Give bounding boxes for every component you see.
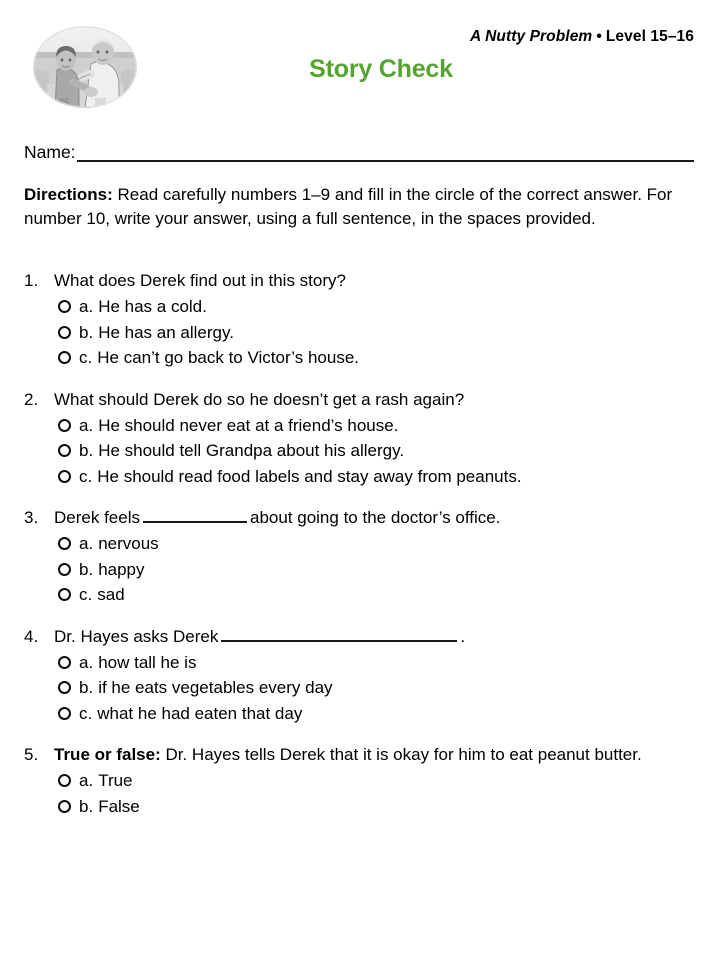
option-letter: a. xyxy=(79,415,94,435)
question-block xyxy=(22,269,702,371)
answer-options xyxy=(22,531,702,608)
option-text: He has an allergy. xyxy=(98,322,234,342)
answer-option[interactable] xyxy=(22,345,702,371)
question-block xyxy=(22,506,702,608)
question-number: 3. xyxy=(24,508,39,527)
answer-option[interactable] xyxy=(22,413,702,439)
story-title: A Nutty Problem xyxy=(469,28,593,45)
option-letter: b. xyxy=(79,559,94,579)
directions-label: Directions: xyxy=(24,185,113,204)
question-stem xyxy=(22,743,702,767)
option-text: He should read food labels and stay away from peanuts. xyxy=(97,466,522,486)
option-letter: a. xyxy=(79,652,94,672)
answer-bubble-icon[interactable] xyxy=(58,774,71,787)
option-letter: b. xyxy=(79,441,94,460)
answer-option[interactable] xyxy=(22,320,702,346)
option-text: False xyxy=(98,796,140,816)
question-stem-text: What does Derek find out in this story? xyxy=(54,271,346,290)
question-stem-text: Dr. Hayes asks Derek xyxy=(54,626,219,646)
answer-bubble-icon[interactable] xyxy=(58,537,71,550)
meta-separator: • xyxy=(596,28,602,45)
answer-bubble-icon[interactable] xyxy=(58,419,71,432)
answer-option[interactable] xyxy=(22,701,702,727)
option-text: how tall he is xyxy=(98,652,197,672)
option-letter: c. xyxy=(79,466,93,486)
answer-bubble-icon[interactable] xyxy=(58,300,71,313)
question-block xyxy=(22,743,702,819)
header-meta xyxy=(470,28,694,46)
option-text: He has a cold. xyxy=(98,297,207,316)
answer-option[interactable] xyxy=(22,768,702,794)
answer-bubble-icon[interactable] xyxy=(58,681,71,694)
answer-bubble-icon[interactable] xyxy=(58,800,71,813)
option-letter: b. xyxy=(79,796,94,816)
page-title: Story Check xyxy=(309,55,453,83)
question-stem-text: Dr. Hayes tells Derek that it is okay for him to eat peanut butter. xyxy=(160,745,642,764)
option-text: sad xyxy=(97,585,125,604)
option-text: nervous xyxy=(98,534,159,553)
fill-in-blank[interactable] xyxy=(143,506,247,523)
fill-in-blank[interactable] xyxy=(221,625,457,642)
answer-bubble-icon[interactable] xyxy=(58,470,71,483)
answer-options xyxy=(22,413,702,490)
question-stem xyxy=(22,506,702,530)
question-stem xyxy=(22,388,702,412)
question-stem-text: Derek feels xyxy=(54,508,140,527)
answer-option[interactable] xyxy=(22,464,702,490)
option-letter: b. xyxy=(79,678,94,697)
question-number: 4. xyxy=(24,626,39,646)
answer-bubble-icon[interactable] xyxy=(58,351,71,364)
question-block xyxy=(22,625,702,727)
option-text: what he had eaten that day xyxy=(97,703,303,723)
question-stem-prefix: True or false: xyxy=(54,745,161,764)
worksheet-header xyxy=(0,0,722,128)
option-text: True xyxy=(98,771,133,790)
answer-option[interactable] xyxy=(22,794,702,820)
answer-options xyxy=(22,294,702,371)
question-stem-text: What should Derek do so he doesn’t get a rash again? xyxy=(54,389,465,409)
option-letter: b. xyxy=(79,322,94,342)
option-text: if he eats vegetables every day xyxy=(98,678,333,697)
answer-option[interactable] xyxy=(22,582,702,608)
answer-option[interactable] xyxy=(22,675,702,701)
answer-options xyxy=(22,768,702,819)
option-text: He should tell Grandpa about his allergy. xyxy=(98,441,405,460)
option-letter: c. xyxy=(79,585,93,604)
answer-bubble-icon[interactable] xyxy=(58,588,71,601)
answer-options xyxy=(22,650,702,727)
question-text xyxy=(54,743,702,767)
name-label: Name: xyxy=(24,142,76,162)
question-number: 2. xyxy=(24,389,39,409)
answer-option[interactable] xyxy=(22,557,702,583)
question-block xyxy=(22,388,702,490)
option-letter: c. xyxy=(79,348,93,367)
question-text xyxy=(54,506,702,530)
option-text: He should never eat at a friend’s house. xyxy=(98,415,399,435)
directions-paragraph xyxy=(24,183,688,230)
question-text xyxy=(54,269,702,293)
option-letter: a. xyxy=(79,771,94,790)
name-field-row xyxy=(24,142,694,162)
answer-bubble-icon[interactable] xyxy=(58,326,71,339)
option-letter: c. xyxy=(79,703,93,723)
answer-option[interactable] xyxy=(22,531,702,557)
directions-text: Read carefully numbers 1–9 and fill in the circle of the correct answer. For number 10, write your answer, using a full sentence, in the spaces provided. xyxy=(24,185,673,228)
question-stem-suffix: about going to the doctor’s office. xyxy=(249,508,501,527)
question-stem-suffix: . xyxy=(460,626,466,646)
answer-bubble-icon[interactable] xyxy=(58,707,71,720)
question-stem xyxy=(22,625,702,649)
option-text: He can’t go back to Victor’s house. xyxy=(97,348,359,367)
option-text: happy xyxy=(98,559,145,579)
option-letter: a. xyxy=(79,297,94,316)
question-number: 5. xyxy=(24,745,39,764)
question-stem xyxy=(22,269,702,293)
questions-list xyxy=(22,269,702,819)
answer-bubble-icon[interactable] xyxy=(58,656,71,669)
option-letter: a. xyxy=(79,534,94,553)
answer-option[interactable] xyxy=(22,650,702,676)
question-text xyxy=(54,625,702,649)
question-text xyxy=(54,388,702,412)
question-number: 1. xyxy=(24,271,39,290)
level-label: Level 15–16 xyxy=(605,28,694,45)
answer-option[interactable] xyxy=(22,438,702,464)
answer-option[interactable] xyxy=(22,294,702,320)
answer-bubble-icon[interactable] xyxy=(58,444,71,457)
name-input-line[interactable] xyxy=(77,145,694,162)
answer-bubble-icon[interactable] xyxy=(58,563,71,576)
